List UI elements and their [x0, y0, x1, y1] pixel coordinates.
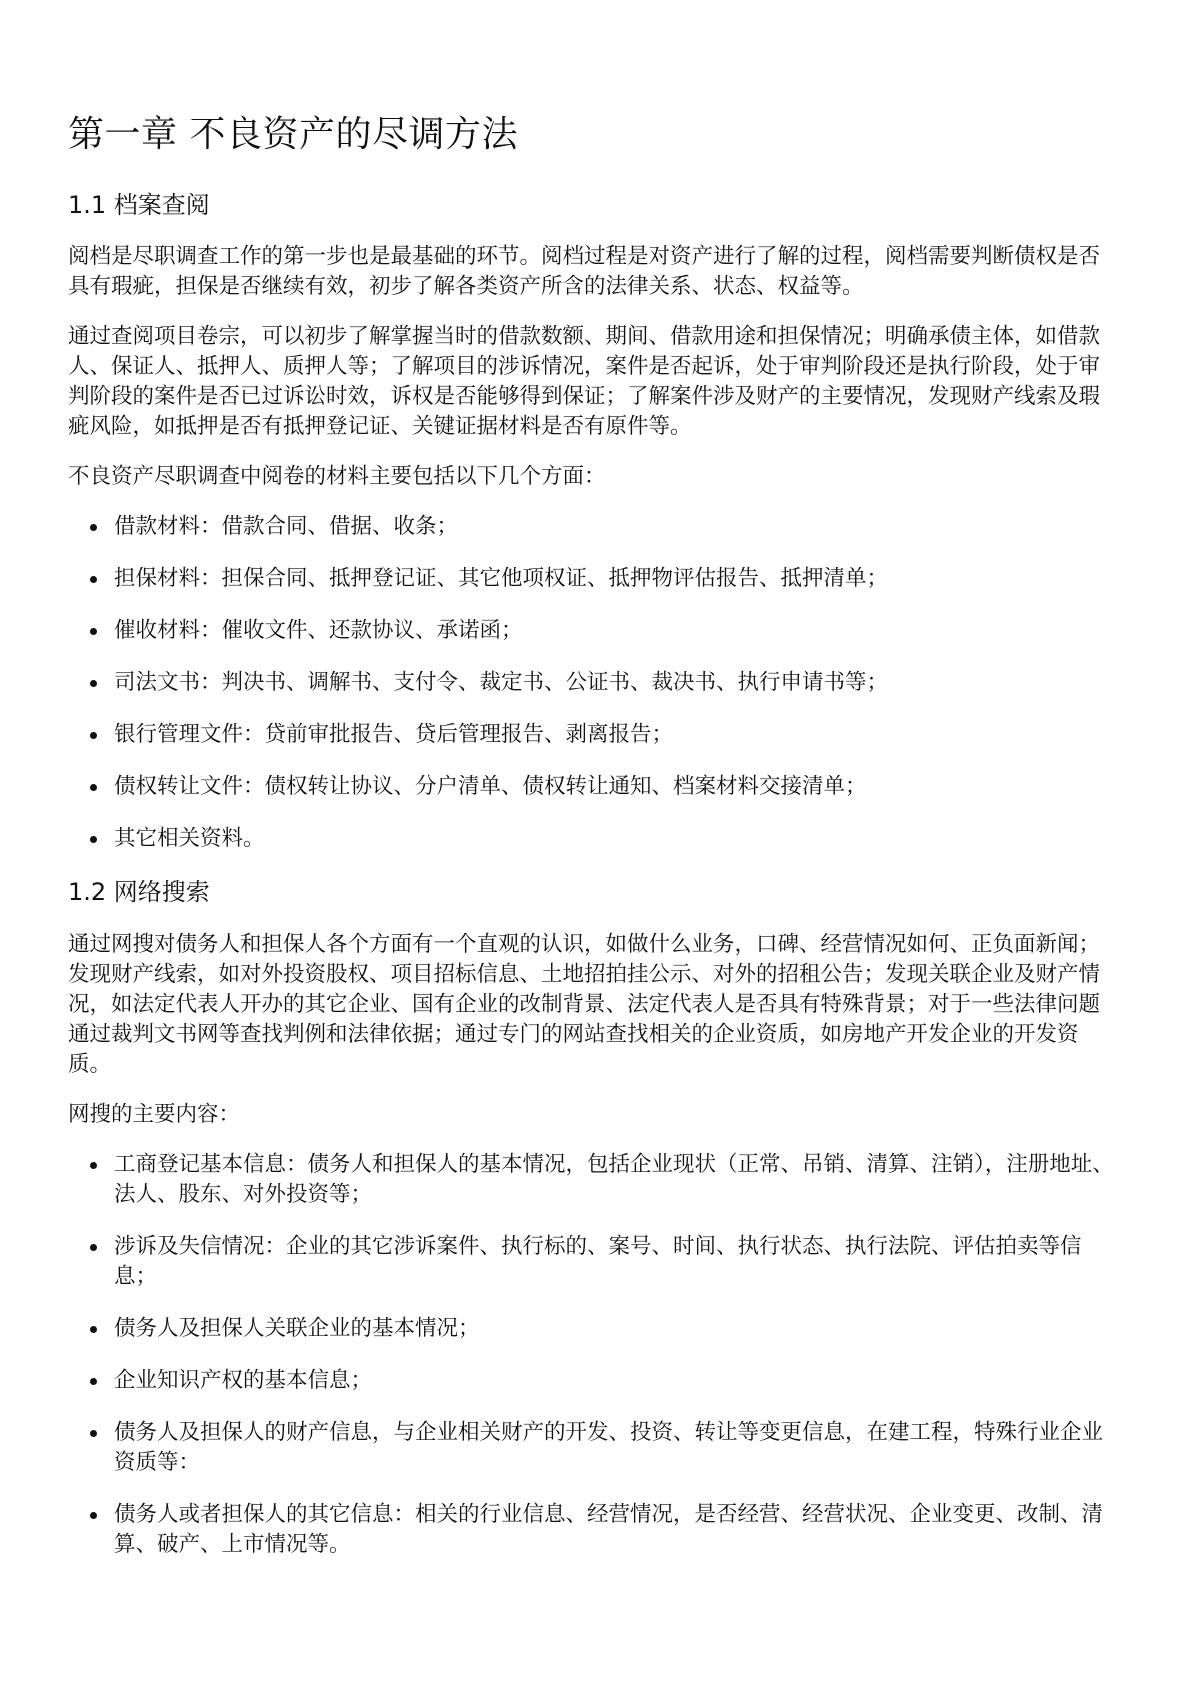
list-item: 债务人及担保人的财产信息，与企业相关财产的开发、投资、转让等变更信息，在建工程，特殊行业企业资质等： — [114, 1418, 1121, 1478]
list-item: 工商登记基本信息：债务人和担保人的基本情况，包括企业现状（正常、吊销、清算、注销），注册地址、法人、股东、对外投资等； — [114, 1150, 1121, 1210]
section-heading-web-search: 1.2 网络搜索 — [68, 878, 210, 907]
list-item: 催收材料：催收文件、还款协议、承诺函； — [114, 616, 1121, 646]
paragraph: 网搜的主要内容： — [68, 1101, 241, 1127]
list-item: 债务人或者担保人的其它信息：相关的行业信息、经营情况，是否经营、经营状况、企业变更、改制、清算、破产、上市情况等。 — [114, 1500, 1121, 1560]
section-heading-archive-review: 1.1 档案查阅 — [68, 190, 210, 219]
web-search-contents-list — [68, 1150, 1121, 1560]
list-item: 债务人及担保人关联企业的基本情况； — [114, 1314, 1121, 1344]
paragraph: 通过网搜对债务人和担保人各个方面有一个直观的认识，如做什么业务，口碑、经营情况如何、正负面新闻；发现财产线索，如对外投资股权、项目招标信息、土地招拍挂公示、对外的招租公告；发现关联企业及财产情况，如法定代表人开办的其它企业、国有企业的改制背景、法定代表人是否具有特殊背景；对于一些法律问题通过裁判文书网等查找判例和法律依据；通过专门的网站查找相关的企业资质，如房地产开发企业的开发资质。 — [68, 931, 1101, 1077]
list-item: 债权转让文件：债权转让协议、分户清单、债权转让通知、档案材料交接清单； — [114, 772, 1121, 802]
paragraph: 不良资产尽职调查中阅卷的材料主要包括以下几个方面： — [68, 464, 606, 490]
list-item: 银行管理文件：贷前审批报告、贷后管理报告、剥离报告； — [114, 720, 1121, 750]
list-item: 企业知识产权的基本信息； — [114, 1366, 1121, 1396]
paragraph: 阅档是尽职调查工作的第一步也是最基础的环节。阅档过程是对资产进行了解的过程，阅档需要判断债权是否具有瑕疵，担保是否继续有效，初步了解各类资产所含的法律关系、状态、权益等。 — [68, 244, 1101, 300]
list-item: 借款材料：借款合同、借据、收条； — [114, 512, 1121, 542]
list-item: 涉诉及失信情况：企业的其它涉诉案件、执行标的、案号、时间、执行状态、执行法院、评估拍卖等信息； — [114, 1232, 1121, 1292]
chapter-title: 第一章 不良资产的尽调方法 — [68, 114, 518, 155]
list-item: 担保材料：担保合同、抵押登记证、其它他项权证、抵押物评估报告、抵押清单； — [114, 564, 1121, 594]
list-item: 其它相关资料。 — [114, 824, 1121, 854]
archive-materials-list — [68, 512, 1121, 854]
list-item: 司法文书：判决书、调解书、支付令、裁定书、公证书、裁决书、执行申请书等； — [114, 668, 1121, 698]
paragraph: 通过查阅项目卷宗，可以初步了解掌握当时的借款数额、期间、借款用途和担保情况；明确承债主体，如借款人、保证人、抵押人、质押人等；了解项目的涉诉情况，案件是否起诉，处于审判阶段还是执行阶段，处于审判阶段的案件是否已过诉讼时效，诉权是否能够得到保证；了解案件涉及财产的主要情况，发现财产线索及瑕疵风险，如抵押是否有抵押登记证、关键证据材料是否有原件等。 — [68, 324, 1101, 440]
